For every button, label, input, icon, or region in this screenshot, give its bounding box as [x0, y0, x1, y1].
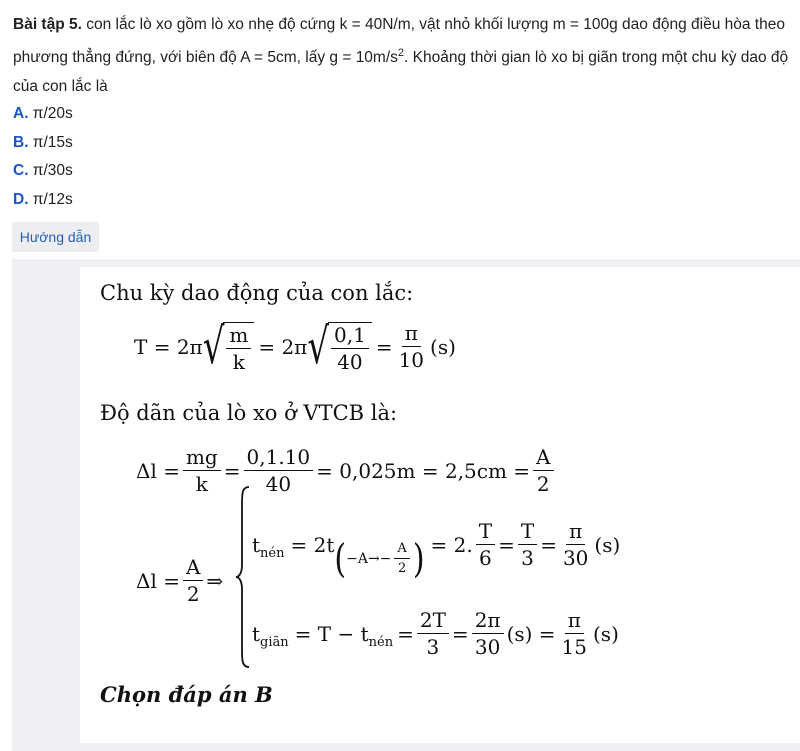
- equation-compression-time: t nén = 2t ( −A→− $\frac{A}{2}$ ) = 2. $\frac{T}{6}$ = $\frac{T}{3}$ = $\frac{\pi}{30}$ (s): [252, 519, 621, 582]
- option-a[interactable]: A. π/20s: [13, 105, 73, 122]
- solution-panel: [12, 259, 800, 751]
- option-b[interactable]: B. π/15s: [13, 133, 73, 151]
- solution-heading-extension: Độ dãn của lò xo ở VTCB là:: [100, 401, 398, 425]
- answer-options: [13, 100, 73, 214]
- exercise-label: Bài tập 5.: [13, 16, 82, 33]
- conclusion-text: Chọn đáp án B: [100, 682, 273, 707]
- system-brace: [235, 485, 251, 669]
- equation-extension: Δl = $\frac{mg}{k}$ = $\frac{0,1.10}{40}$ = 0,025m = 2,5cm = $\frac{A}{2}$: [136, 439, 557, 503]
- equation-condition: Δl = $\frac{A}{2}$ ⇒: [136, 555, 224, 606]
- question-line-3: của con lắc là: [13, 78, 108, 96]
- option-d[interactable]: D. π/12s: [13, 190, 73, 208]
- equation-period: T = 2π √ $\frac{m}{k}$ = 2π √ $\frac{0,1}{40}$ = $\frac{\pi}{10}$ (s): [134, 318, 456, 376]
- question-line-1: Bài tập 5. con lắc lò xo gồm lò xo nhẹ độ cứng k = 40N/m, vật nhỏ khối lượng m = 100g dao động điều hòa theo: [13, 16, 785, 33]
- guide-button[interactable]: Hướng dẫn: [12, 222, 99, 252]
- equation-stretch-time: t giãn = T − t nén = $\frac{2T}{3}$ = $\frac{2\pi}{30}$ (s) = $\frac{\pi}{15}$ (s): [252, 608, 619, 659]
- question-text: [13, 10, 800, 101]
- solution-heading-period: Chu kỳ dao động của con lắc:: [100, 281, 414, 305]
- question-line-2: phương thẳng đứng, với biên độ A = 5cm, lấy $g = 10m/s^2$. Khoảng thời gian lò xo bị giãn trong một chu kỳ dao độ: [13, 47, 789, 67]
- option-c[interactable]: C. π/30s: [13, 162, 73, 179]
- solution-image: [80, 267, 800, 743]
